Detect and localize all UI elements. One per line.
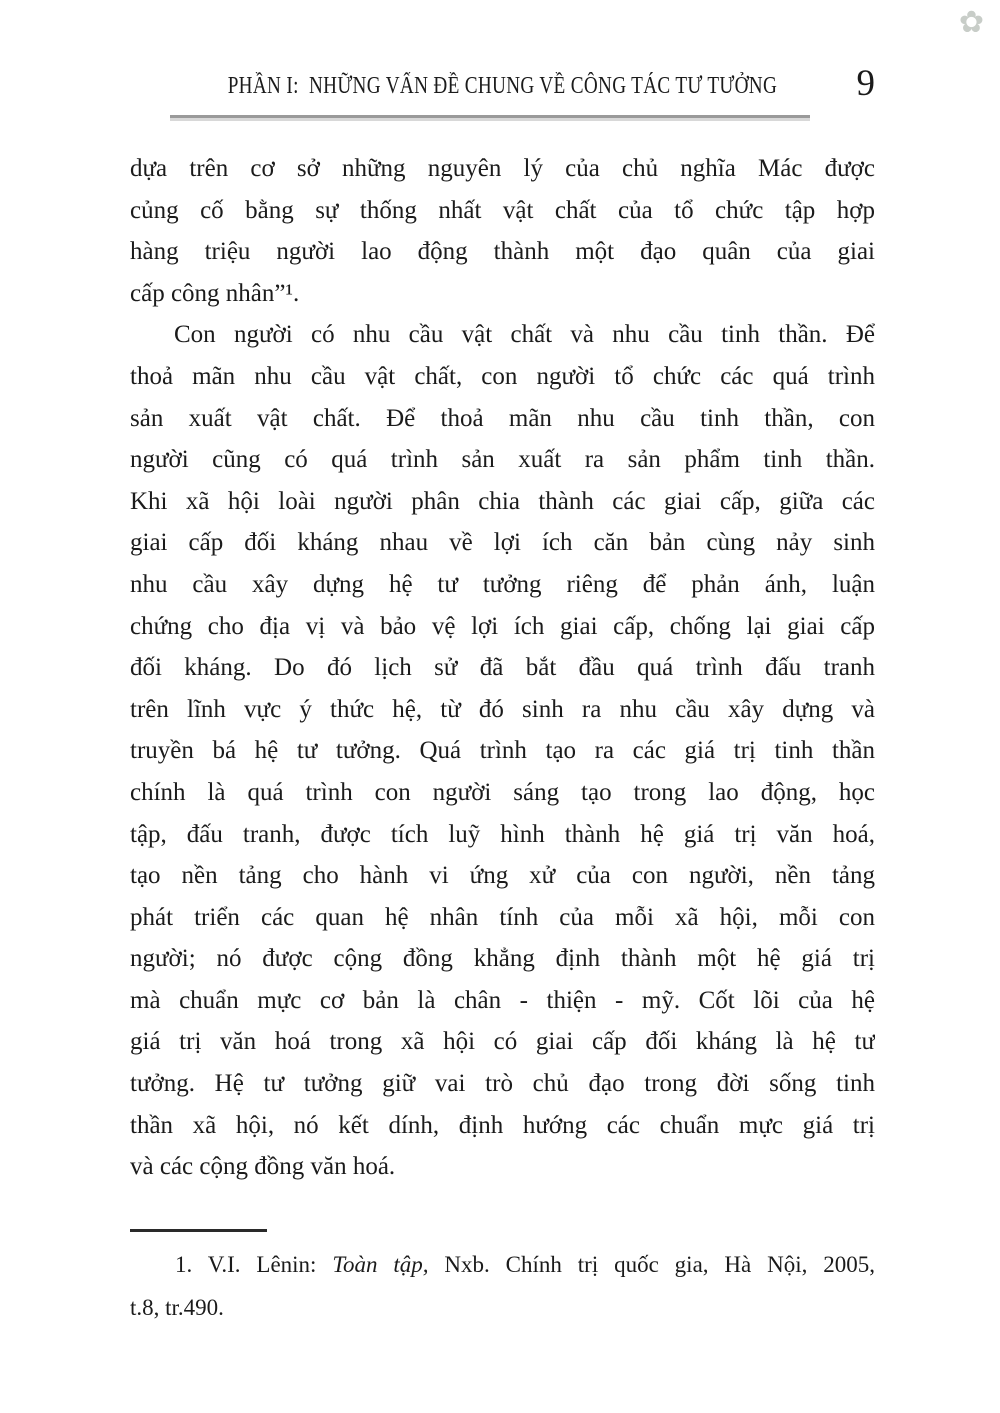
body-line: sản xuất vật chất. Để thoả mãn nhu cầu tinh thần, con bbox=[130, 404, 875, 432]
body-line: hàng triệu người lao động thành một đạo quân của giai bbox=[130, 238, 875, 266]
running-title-wrap bbox=[130, 70, 875, 102]
body-line: người cũng có quá trình sản xuất ra sản phẩm tinh thần. bbox=[130, 446, 875, 474]
body-line: tạo nền tảng cho hành vi ứng xử của con người, nền tảng bbox=[130, 862, 875, 890]
body-line: Khi xã hội loài người phân chia thành các giai cấp, giữa các bbox=[130, 487, 875, 515]
body-line: tưởng. Hệ tư tưởng giữ vai trò chủ đạo trong đời sống tinh bbox=[130, 1070, 875, 1098]
page-header bbox=[130, 63, 875, 130]
header-rule bbox=[170, 115, 810, 121]
body-line: mà chuẩn mực cơ bản là chân - thiện - mỹ. Cốt lõi của hệ bbox=[130, 986, 875, 1014]
body-line: củng cố bằng sự thống nhất vật chất của tổ chức tập hợp bbox=[130, 196, 875, 224]
body-line: giai cấp đối kháng nhau về lợi ích căn bản cùng nảy sinh bbox=[130, 529, 875, 557]
footnote-reference-continued: t.8, tr.490. bbox=[130, 1295, 224, 1320]
body-line: chứng cho địa vị và bảo vệ lợi ích giai cấp, chống lại giai cấp bbox=[130, 612, 875, 640]
paragraph-main bbox=[130, 314, 875, 1187]
page-number: 9 bbox=[856, 63, 875, 104]
running-title: PHẦN I: NHỮNG VẤN ĐỀ CHUNG VỀ CÔNG TÁC TƯ TƯỞNG bbox=[227, 73, 778, 99]
footnote bbox=[130, 1229, 875, 1329]
body-line: giá trị văn hoá trong xã hội có giai cấp đối kháng là hệ tư bbox=[130, 1028, 875, 1056]
body-line: Con người có nhu cầu vật chất và nhu cầu tinh thần. Để bbox=[174, 321, 875, 349]
body-line: trên lĩnh vực ý thức hệ, từ đó sinh ra nhu cầu xây dựng và bbox=[130, 695, 875, 723]
body-line: thoả mãn nhu cầu vật chất, con người tổ chức các quá trình bbox=[130, 362, 875, 390]
body-line: đối kháng. Do đó lịch sử đã bắt đầu quá trình đấu tranh bbox=[130, 654, 875, 682]
paragraph-continuation bbox=[130, 148, 875, 314]
footnote-text-post: Nxb. Chính trị quốc gia, Hà Nội, 2005, bbox=[428, 1252, 875, 1277]
body-line: tập, đấu tranh, được tích luỹ hình thành hệ giá trị văn hoá, bbox=[130, 820, 875, 848]
body-line: chính là quá trình con người sáng tạo trong lao động, học bbox=[130, 778, 875, 806]
body-line: nhu cầu xây dựng hệ tư tưởng riêng để phản ánh, luận bbox=[130, 570, 875, 598]
flower-ornament-icon: ✿ bbox=[958, 6, 984, 39]
footnote-work-title: Toàn tập, bbox=[332, 1252, 429, 1277]
body-line: truyền bá hệ tư tưởng. Quá trình tạo ra các giá trị tinh thần bbox=[130, 737, 875, 765]
body-line: cấp công nhân”¹. bbox=[130, 279, 300, 307]
body-line: và các cộng đồng văn hoá. bbox=[130, 1153, 396, 1181]
body-line: phát triển các quan hệ nhân tính của mỗi xã hội, mỗi con bbox=[130, 903, 875, 931]
body-line: thần xã hội, nó kết dính, định hướng các chuẩn mực giá trị bbox=[130, 1111, 875, 1139]
footnote-reference bbox=[130, 1243, 875, 1286]
body-line: người; nó được cộng đồng khẳng định thành một hệ giá trị bbox=[130, 945, 875, 973]
body-line: dựa trên cơ sở những nguyên lý của chủ nghĩa Mác được bbox=[130, 155, 875, 182]
footnote-rule bbox=[130, 1229, 267, 1232]
footnote-text-pre: 1. V.I. Lênin: bbox=[175, 1252, 333, 1277]
body-text bbox=[130, 148, 875, 1188]
